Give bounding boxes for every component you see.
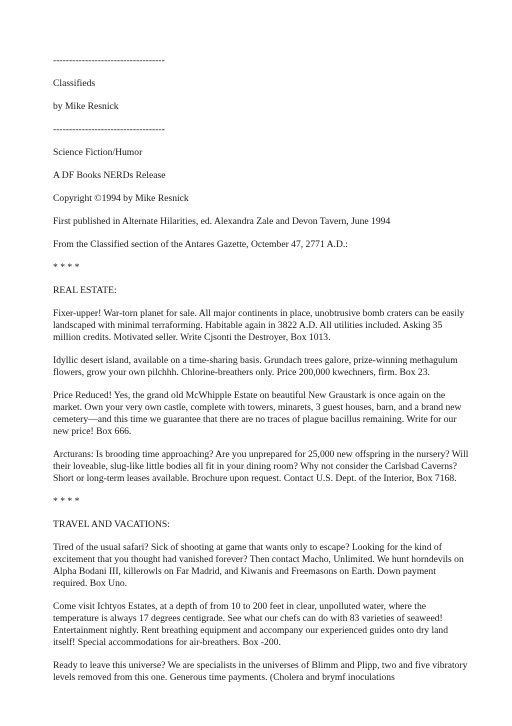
classified-ad: Come visit Ichtyos Estates, at a depth of from 10 to 200 feet in clear, unpolluted water, where the temperature is always 17 degrees centigrade. See what our chefs can do with 83 varieties of seaweed! Entertainment nightly. Rent breathing equipment and accompany our experienced guides onto dry land itself! Special accommodations for air-breathers. Box -200. bbox=[53, 601, 449, 648]
separator: * * * * bbox=[53, 496, 80, 507]
classified-ad: Tired of the usual safari? Sick of shooting at game that wants only to escape? Looking for the kind of excitement that you thought had vanished forever? Then contact Macho, Unlimited. We hunt horndevils on Alpha Bodani III, killerowls on Far Madrid, and Kiwanis and Freemasons on Earth. Down payment required. Box Uno. bbox=[53, 542, 464, 589]
separator: * * * * bbox=[53, 262, 80, 273]
section-heading-travel: TRAVEL AND VACATIONS: bbox=[53, 519, 170, 530]
section-heading-real-estate: REAL ESTATE: bbox=[53, 285, 117, 296]
source-line: From the Classified section of the Antares Gazette, Octember 47, 2771 A.D.: bbox=[53, 239, 348, 250]
bottom-rule: ----------------------------------- bbox=[53, 124, 165, 135]
story-title: Classifieds bbox=[53, 78, 96, 89]
classified-ad: Price Reduced! Yes, the grand old McWhipple Estate on beautiful New Graustark is once again on the market. Own your very own castle, complete with towers, minarets, 3 guest houses, barn, and a brand new cemetery—and this time we guarantee that there are no traces of plague bacillus remaining. Write for our new price! Box 666. bbox=[53, 390, 462, 437]
first-published: First published in Alternate Hilarities, ed. Alexandra Zale and Devon Tavern, June 1994 bbox=[53, 216, 391, 227]
byline: by Mike Resnick bbox=[53, 101, 119, 112]
copyright: Copyright ©1994 by Mike Resnick bbox=[53, 193, 189, 204]
classified-ad: Idyllic desert island, available on a time-sharing basis. Grundach trees galore, prize-winning methagulum flowers, grow your own pilchhh. Chlorine-breathers only. Price 200,000 kwechners, firm. Box 23. bbox=[53, 355, 458, 378]
document-page bbox=[53, 55, 471, 695]
classified-ad: Arcturans: Is brooding time approaching? Are you unprepared for 25,000 new offspring in the nursery? Will their loveable, slug-like little bodies all fit in your dining room? Why not consider the Carlsbad Caverns? Short or long-term leases available. Brochure upon request. Contact U.S. Dept. of the Interior, Box 7168. bbox=[53, 449, 469, 484]
genre: Science Fiction/Humor bbox=[53, 147, 143, 158]
classified-ad: Fixer-upper! War-torn planet for sale. All major continents in place, unobtrusive bomb craters can be easily landscaped with minimal terraforming. Habitable again in 3822 A.D. All utilities included. Asking 35 million credits. Motivated seller. Write Cjsonti the Destroyer, Box 1013. bbox=[53, 308, 465, 343]
top-rule: ----------------------------------- bbox=[53, 55, 165, 66]
classified-ad: Ready to leave this universe? We are specialists in the universes of Blimm and Plipp, two and five vibratory levels removed from this one. Generous time payments. (Cholera and brymf inoculations bbox=[53, 660, 468, 683]
release-note: A DF Books NERDs Release bbox=[53, 170, 166, 181]
